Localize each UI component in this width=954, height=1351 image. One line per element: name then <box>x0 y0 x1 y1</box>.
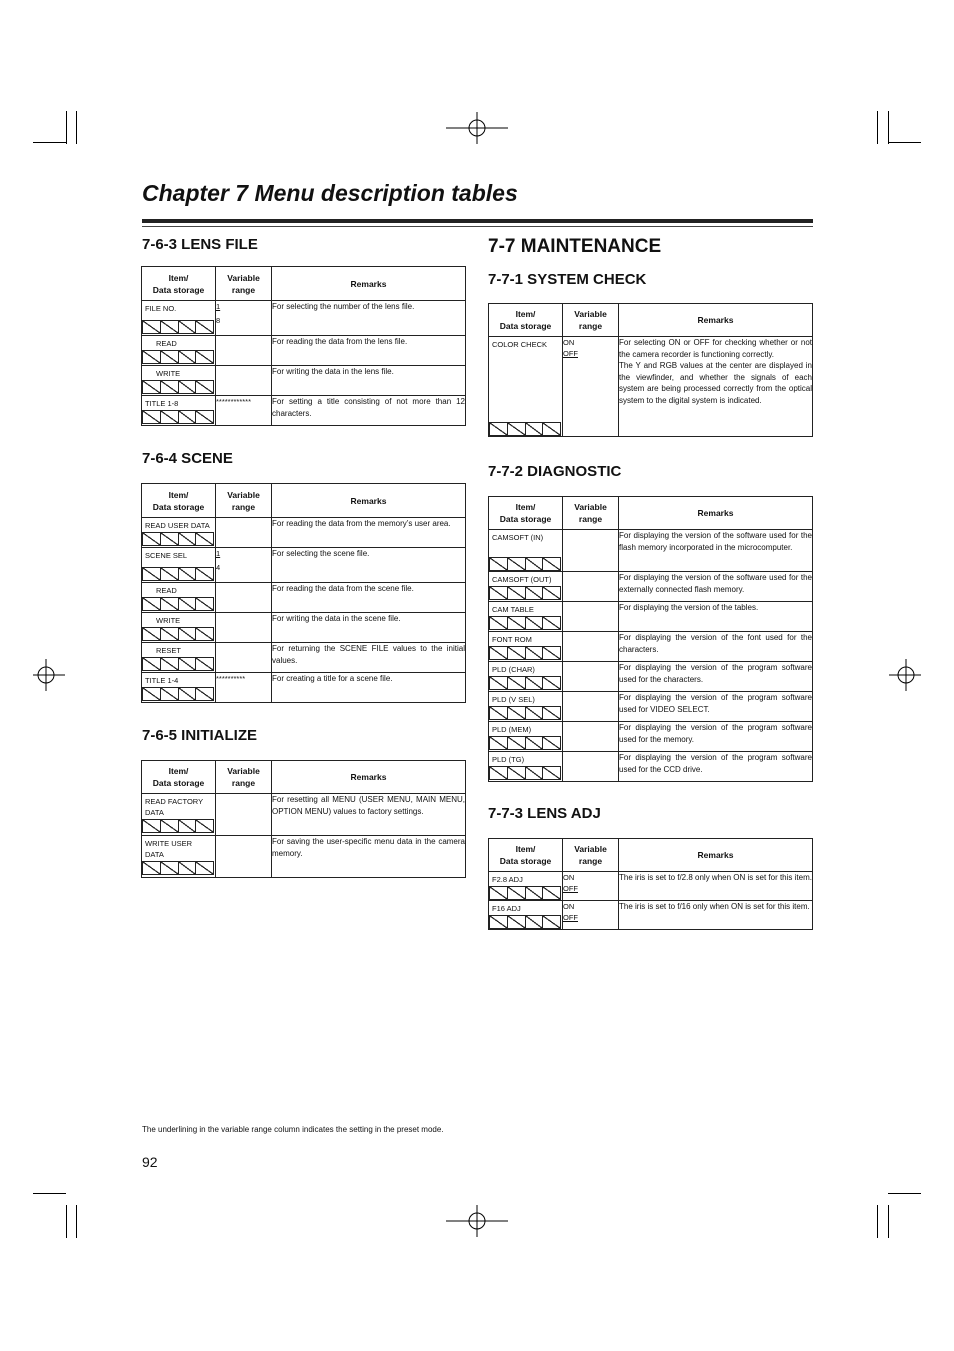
table-row: CAM TABLE For displaying the version of the tables. <box>489 602 813 632</box>
table-row: CAMSOFT (IN) For displaying the version of the software used for the flash memory incorporated in the microcomputer. <box>489 530 813 572</box>
data-storage-boxes <box>142 657 214 671</box>
table-row: FONT ROM For displaying the version of the font used for the characters. <box>489 632 813 662</box>
footnote: The underlining in the variable range column indicates the setting in the preset mode. <box>142 1125 444 1134</box>
diagnostic-table: Item/ Data storage Variable range Remarks CAMSOFT (IN) For displaying the version of the software used for the flash memory incorporated in the microcomputer. CAMSOFT (OUT) For displaying the version of the software used for the externally connected flash memory. CAM TABLE For displaying the version of the tables. FONT ROM For displaying the version of the font used for the characters. PLD (CHAR) For displaying the version of the program software used for the characters. PLD (V SEL) For displaying the version of the program software used for VIDEO SELECT. PLD (MEM) For displaying the version of the program software used for the memory. PLD (TG) For displaying the version of the program software used for the CCD drive. <box>488 496 813 782</box>
data-storage-boxes <box>142 380 214 394</box>
title-rule <box>142 219 813 223</box>
section-title-system-check: 7-7-1 SYSTEM CHECK <box>488 271 647 288</box>
data-storage-boxes <box>142 532 214 546</box>
data-storage-boxes <box>489 766 561 780</box>
table-row: TITLE 1-8 ************ For setting a title consisting of not more than 12 characters. <box>142 396 466 426</box>
data-storage-boxes <box>489 706 561 720</box>
data-storage-boxes <box>489 915 561 929</box>
table-row: READ For reading the data from the lens file. <box>142 336 466 366</box>
section-title-lens-file: 7-6-3 LENS FILE <box>142 236 258 253</box>
scene-table: Item/ Data storage Variable range Remarks READ USER DATA For reading the data from the memory’s user area. SCENE SEL 1 4 For selecting the scene file. READ For reading the data from the scene file. WRITE For writing the data in the scene file. RESET For returning the SCENE FILE values to the initial values. TITLE 1-4 ********** For creating a title for a scene file. <box>141 483 466 703</box>
initialize-table: Item/ Data storage Variable range Remarks READ FACTORY DATA For resetting all MENU (USER MENU, MAIN MENU, OPTION MENU) values to factory settings. WRITE USER DATA For saving the user-specific menu data in the camera memory. <box>141 760 466 878</box>
table-row: RESET For returning the SCENE FILE values to the initial values. <box>142 643 466 673</box>
data-storage-boxes <box>489 557 561 571</box>
table-row: WRITE For writing the data in the lens file. <box>142 366 466 396</box>
section-title-scene: 7-6-4 SCENE <box>142 450 233 467</box>
data-storage-boxes <box>142 687 214 701</box>
remarks-cell: For selecting the number of the lens file. <box>272 301 466 336</box>
table-row: PLD (TG) For displaying the version of the program software used for the CCD drive. <box>489 752 813 782</box>
item-label: FILE NO. <box>145 304 177 313</box>
section-title-lens-adj: 7-7-3 LENS ADJ <box>488 805 601 822</box>
data-storage-boxes <box>142 350 214 364</box>
table-row: F16 ADJ ON OFF The iris is set to f/16 only when ON is set for this item. <box>489 901 813 930</box>
lens-adj-table: Item/ Data storage Variable range Remarks F2.8 ADJ ON OFF The iris is set to f/2.8 only when ON is set for this item. F16 ADJ ON OFF The iris is set to f/16 only when ON is set for this item. <box>488 838 813 930</box>
data-storage-boxes <box>142 410 214 424</box>
data-storage-boxes <box>489 676 561 690</box>
data-storage-boxes <box>142 597 214 611</box>
system-check-table: Item/ Data storage Variable range Remarks COLOR CHECK ON OFF For selecting ON or OFF for checking whether or not the camera recorder is functioning correctly. The Y and RGB values at the center are displayed in the viewfinder, and whether the signals of each system are being processed correctly from the optical system to the digital system is indicated. <box>488 303 813 437</box>
data-storage-boxes <box>142 819 214 833</box>
table-row: READ For reading the data from the scene file. <box>142 583 466 613</box>
table-row: F2.8 ADJ ON OFF The iris is set to f/2.8 only when ON is set for this item. <box>489 872 813 901</box>
lens-file-table <box>141 266 466 426</box>
table-row: TITLE 1-4 ********** For creating a title for a scene file. <box>142 673 466 703</box>
section-title-diagnostic: 7-7-2 DIAGNOSTIC <box>488 463 622 480</box>
page-number: 92 <box>142 1154 158 1170</box>
section-title-initialize: 7-6-5 INITIALIZE <box>142 727 258 744</box>
data-storage-boxes <box>489 422 561 436</box>
data-storage-boxes <box>489 736 561 750</box>
table-row: CAMSOFT (OUT) For displaying the version of the software used for the externally connected flash memory. <box>489 572 813 602</box>
table-row: PLD (MEM) For displaying the version of the program software used for the memory. <box>489 722 813 752</box>
data-storage-boxes <box>489 886 561 900</box>
table-row: FILE NO. 1 8 For selecting the number of the lens file. <box>142 301 466 336</box>
data-storage-boxes <box>142 567 214 581</box>
table-row: WRITE For writing the data in the scene file. <box>142 613 466 643</box>
header-item: Item/ Data storage <box>142 267 216 301</box>
table-row: READ USER DATA For reading the data from the memory’s user area. <box>142 518 466 548</box>
chapter-title: Chapter 7 Menu description tables <box>142 180 518 206</box>
section-title-maintenance: 7-7 MAINTENANCE <box>488 236 662 257</box>
title-rule-thin <box>142 226 813 227</box>
data-storage-boxes <box>489 586 561 600</box>
table-row: PLD (CHAR) For displaying the version of the program software used for the characters. <box>489 662 813 692</box>
data-storage-boxes <box>142 320 214 334</box>
data-storage-boxes <box>142 627 214 641</box>
table-row: SCENE SEL 1 4 For selecting the scene file. <box>142 548 466 583</box>
table-row: PLD (V SEL) For displaying the version of the program software used for VIDEO SELECT. <box>489 692 813 722</box>
data-storage-boxes <box>142 861 214 875</box>
header-variable-range: Variable range <box>216 267 272 301</box>
table-row: WRITE USER DATA For saving the user-specific menu data in the camera memory. <box>142 836 466 878</box>
header-remarks: Remarks <box>272 267 466 301</box>
table-row: READ FACTORY DATA For resetting all MENU (USER MENU, MAIN MENU, OPTION MENU) values to factory settings. <box>142 794 466 836</box>
data-storage-boxes <box>489 646 561 660</box>
table-row: COLOR CHECK ON OFF For selecting ON or OFF for checking whether or not the camera recorder is functioning correctly. The Y and RGB values at the center are displayed in the viewfinder, and whether the signals of each system are being processed correctly from the optical system to the digital system is indicated. <box>489 337 813 437</box>
data-storage-boxes <box>489 616 561 630</box>
